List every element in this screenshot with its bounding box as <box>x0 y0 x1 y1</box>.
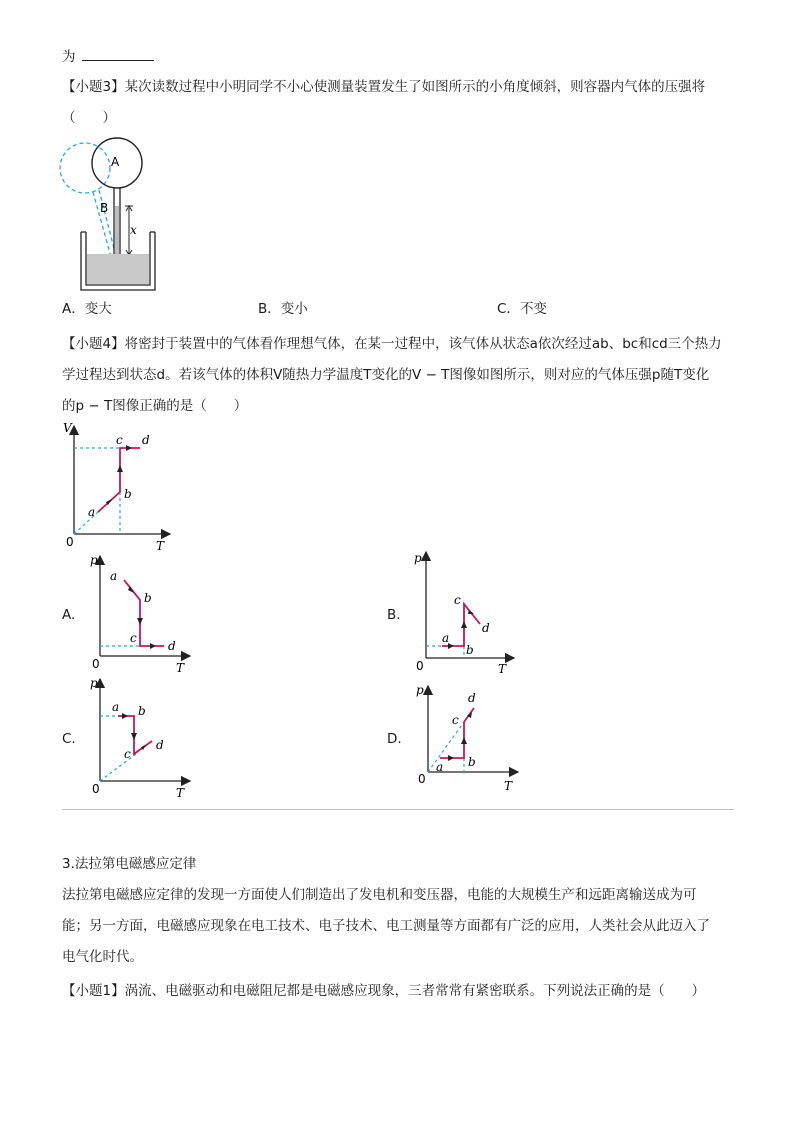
optB-y-label: p <box>414 551 422 565</box>
optA-x-label: T <box>176 661 185 675</box>
q3-paren: （ ） <box>62 110 116 126</box>
q4-option-a-key[interactable]: A. <box>62 607 76 623</box>
q4-line2: 学过程达到状态d。若该气体的体积V随热力学温度T变化的V − T图像如图所示，则对应的气体压强p随T变化 <box>62 367 710 383</box>
optC-x-label: T <box>176 786 185 800</box>
optD-origin: 0 <box>418 772 426 786</box>
liquid <box>87 254 149 284</box>
optA-point-c: c <box>130 631 137 645</box>
vt-point-c: c <box>116 433 123 447</box>
vt-x-label: T <box>156 539 165 553</box>
optD-point-a: a <box>436 760 444 774</box>
vt-graph <box>58 420 178 554</box>
label-x: x <box>130 223 137 237</box>
vt-curve <box>98 448 140 512</box>
q3-stem: 【小题3】某次读数过程中小明同学不小心使测量装置发生了如图所示的小角度倾斜，则容器内气体的压强将 <box>62 79 706 95</box>
optC-origin: 0 <box>92 782 100 796</box>
answer-blank[interactable] <box>82 46 154 61</box>
q4-option-d-key[interactable]: D. <box>387 731 402 747</box>
q3-option-a[interactable]: A．变大 <box>62 301 112 317</box>
optB-x-label: T <box>498 662 507 676</box>
q3-option-c[interactable]: C．不变 <box>497 301 547 317</box>
label-A: A <box>111 155 120 169</box>
q4-option-c-key[interactable]: C. <box>62 731 76 747</box>
q4-option-b-graph[interactable] <box>410 548 520 676</box>
optB-origin: 0 <box>416 659 424 673</box>
optA-y-label: p <box>90 553 98 567</box>
q4-option-d-graph[interactable] <box>410 682 522 796</box>
optB-point-b: b <box>466 643 474 657</box>
optA-point-d: d <box>168 639 176 653</box>
q4-line3: 的p − T图像正确的是（ ） <box>62 398 248 414</box>
section3-para-line3: 电气化时代。 <box>62 949 143 965</box>
vt-origin: 0 <box>66 535 74 549</box>
optA-point-b: b <box>144 591 152 605</box>
optC-point-a: a <box>112 700 120 714</box>
q4-option-c-graph[interactable] <box>86 675 196 803</box>
vt-point-a: a <box>88 505 96 519</box>
q3-apparatus-figure <box>55 130 165 298</box>
optD-y-label: p <box>416 683 424 697</box>
q4-option-b-key[interactable]: B. <box>387 607 401 623</box>
optB-point-d: d <box>482 621 490 635</box>
answer-prefix: 为 <box>62 49 76 65</box>
optA-point-a: a <box>110 569 118 583</box>
vt-y-label: V <box>63 421 72 435</box>
optC-point-c: c <box>124 747 131 761</box>
optC-point-b: b <box>138 704 146 718</box>
optA-origin: 0 <box>92 657 100 671</box>
section3-q1: 【小题1】涡流、电磁驱动和电磁阻尼都是电磁感应现象，三者常常有紧密联系。下列说法正确的是（ ） <box>62 983 706 999</box>
vt-point-b: b <box>124 487 132 501</box>
tilted-bulb <box>60 143 110 193</box>
optD-point-d: d <box>468 691 476 705</box>
q4-line1: 【小题4】将密封于装置中的气体看作理想气体，在某一过程中，该气体从状态a依次经过ab、bc和cd三个热力 <box>62 336 722 352</box>
optC-point-d: d <box>156 738 164 752</box>
optB-point-a: a <box>442 631 450 645</box>
section3-para-line2: 能；另一方面，电磁感应现象在电工技术、电子技术、电工测量等方面都有广泛的应用，人类社会从此迈入了 <box>62 918 710 934</box>
label-B: B <box>100 201 109 215</box>
optD-x-label: T <box>504 779 513 793</box>
optD-point-c: c <box>452 713 459 727</box>
section3-title: 3.法拉第电磁感应定律 <box>62 856 197 872</box>
vt-point-d: d <box>142 433 150 447</box>
section3-para-line1: 法拉第电磁感应定律的发现一方面使人们制造出了发电机和变压器，电能的大规模生产和远距离输送成为可 <box>62 887 697 903</box>
optB-point-c: c <box>454 593 461 607</box>
optD-point-b: b <box>468 755 476 769</box>
section-divider <box>62 809 734 810</box>
q4-option-a-graph[interactable] <box>86 552 196 677</box>
q3-option-b[interactable]: B．变小 <box>258 301 308 317</box>
optC-y-label: p <box>90 676 98 690</box>
answer-line <box>62 46 154 67</box>
